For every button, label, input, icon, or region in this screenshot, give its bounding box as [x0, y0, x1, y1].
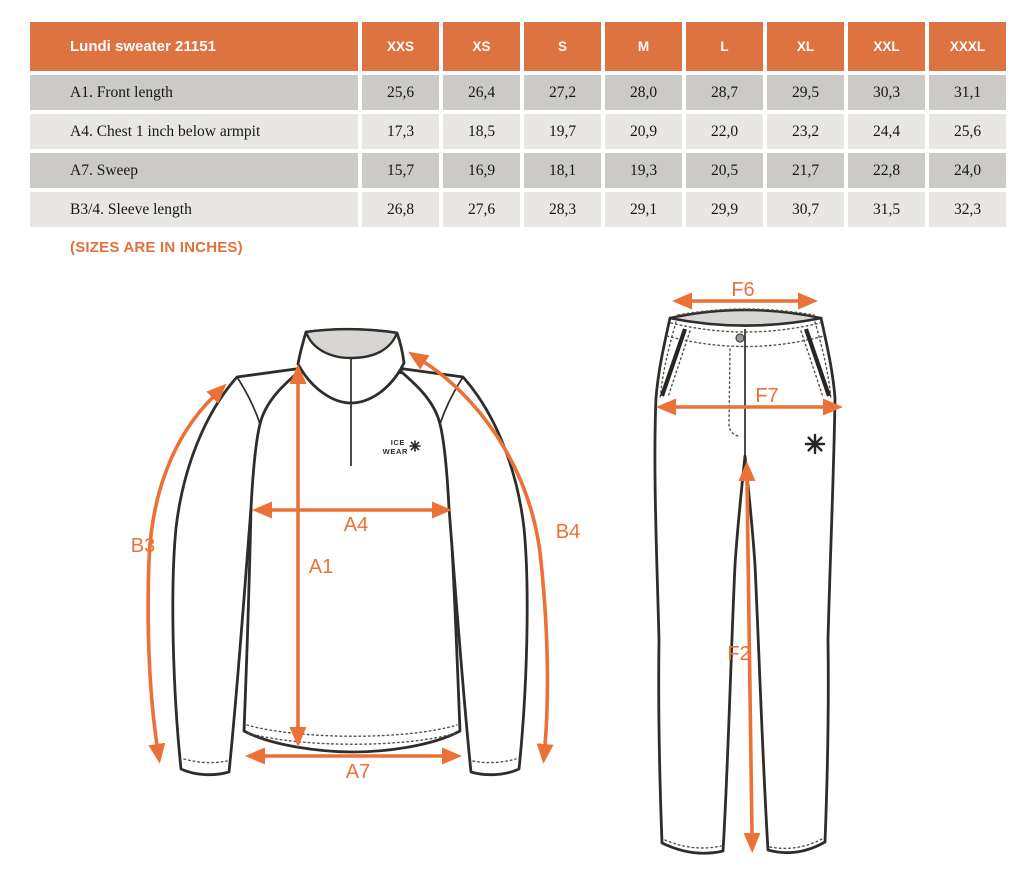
size-cell: 18,5 — [443, 114, 520, 149]
size-cell: 18,1 — [524, 153, 601, 188]
size-cell: 30,7 — [767, 192, 844, 227]
label-b4: B4 — [555, 521, 581, 543]
row-label-front-length: A1. Front length — [30, 75, 358, 110]
row-label-sweep: A7. Sweep — [30, 153, 358, 188]
label-f7: F7 — [755, 385, 779, 407]
size-cell: 15,7 — [362, 153, 439, 188]
size-cell: 29,1 — [605, 192, 682, 227]
pants-diagram — [655, 279, 835, 853]
size-cell: 28,0 — [605, 75, 682, 110]
sweater-diagram — [131, 329, 580, 783]
size-cell: 16,9 — [443, 153, 520, 188]
table-title: Lundi sweater 21151 — [30, 22, 358, 71]
size-cell: 29,5 — [767, 75, 844, 110]
size-cell: 29,9 — [686, 192, 763, 227]
snowflake-icon — [806, 435, 824, 453]
size-cell: 27,6 — [443, 192, 520, 227]
size-cell: 31,1 — [929, 75, 1006, 110]
size-cell: 19,7 — [524, 114, 601, 149]
size-cell: 25,6 — [929, 114, 1006, 149]
size-cell: 30,3 — [848, 75, 925, 110]
size-cell: 26,4 — [443, 75, 520, 110]
size-cell: 24,0 — [929, 153, 1006, 188]
size-col-header-xxl: XXL — [848, 22, 925, 71]
size-col-header-xxs: XXS — [362, 22, 439, 71]
size-col-header-xxxl: XXXL — [929, 22, 1006, 71]
size-cell: 25,6 — [362, 75, 439, 110]
size-cell: 22,0 — [686, 114, 763, 149]
size-col-header-xl: XL — [767, 22, 844, 71]
brand-line2: WEAR — [382, 447, 408, 456]
size-col-header-m: M — [605, 22, 682, 71]
size-col-header-l: L — [686, 22, 763, 71]
label-b3: B3 — [130, 535, 156, 557]
row-label-sleeve-length: B3/4. Sleeve length — [30, 192, 358, 227]
label-f2: F2 — [727, 643, 751, 665]
size-cell: 24,4 — [848, 114, 925, 149]
row-label-chest: A4. Chest 1 inch below armpit — [30, 114, 358, 149]
size-cell: 28,7 — [686, 75, 763, 110]
size-cell: 22,8 — [848, 153, 925, 188]
label-a7: A7 — [345, 761, 371, 783]
size-cell: 28,3 — [524, 192, 601, 227]
waist-button — [736, 334, 744, 342]
size-cell: 23,2 — [767, 114, 844, 149]
label-a4: A4 — [343, 514, 369, 536]
label-f6: F6 — [731, 279, 755, 301]
sweater-body — [237, 372, 463, 753]
units-note: (SIZES ARE IN INCHES) — [70, 239, 243, 256]
size-cell: 21,7 — [767, 153, 844, 188]
snowflake-icon — [410, 441, 420, 451]
size-cell: 31,5 — [848, 192, 925, 227]
size-cell: 26,8 — [362, 192, 439, 227]
size-cell: 27,2 — [524, 75, 601, 110]
brand-line1: ICE — [390, 438, 405, 447]
size-cell: 20,9 — [605, 114, 682, 149]
size-cell: 17,3 — [362, 114, 439, 149]
size-col-header-xs: XS — [443, 22, 520, 71]
label-a1: A1 — [308, 556, 334, 578]
size-cell: 20,5 — [686, 153, 763, 188]
size-cell: 19,3 — [605, 153, 682, 188]
size-cell: 32,3 — [929, 192, 1006, 227]
size-col-header-s: S — [524, 22, 601, 71]
